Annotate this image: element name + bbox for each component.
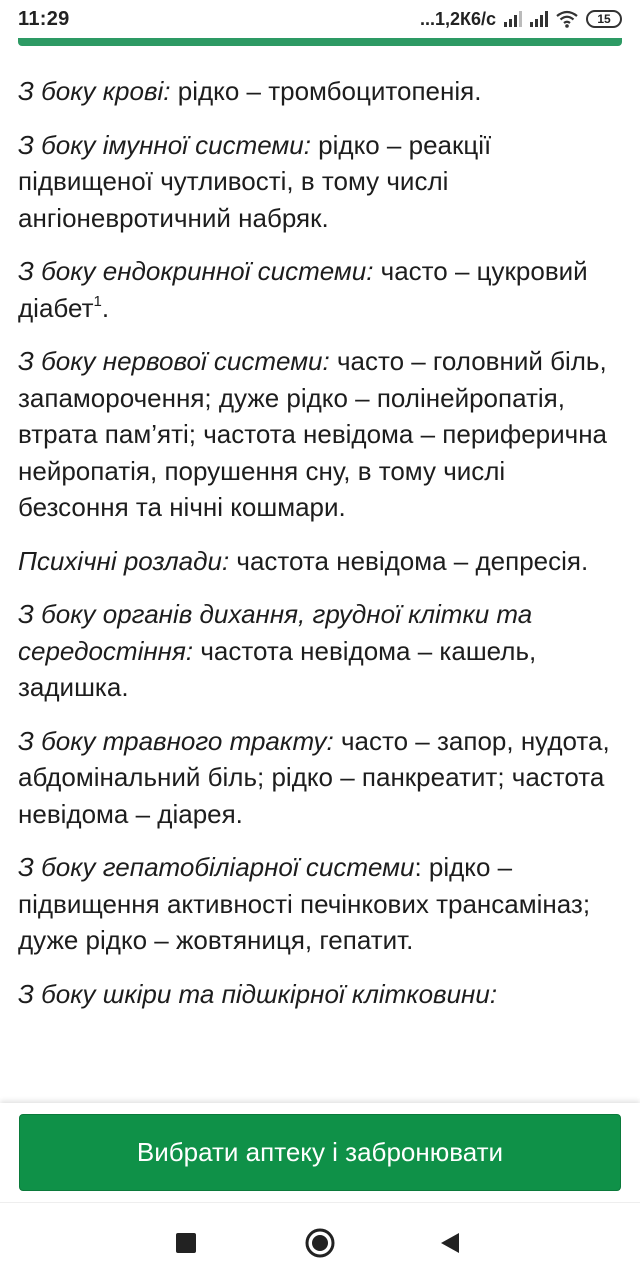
section-text: рідко – реакції підвищеної чутливості, в тому числі ангіоневротичний набряк. [18, 129, 492, 233]
action-area [0, 1103, 640, 1202]
section-label: З боку ендокринної системи: [18, 256, 374, 286]
section-paragraph [18, 343, 618, 526]
navigation-bar [0, 1202, 640, 1280]
status-time: 11:29 [18, 7, 70, 30]
home-button[interactable] [300, 1223, 340, 1263]
section-paragraph [18, 596, 618, 706]
section-text: частота невідома – кашель, задишка. [18, 635, 537, 702]
back-button[interactable] [430, 1223, 470, 1263]
section-label: З боку нервової системи: [18, 346, 330, 376]
footnote-marker: 1 [93, 292, 102, 310]
wifi-icon [556, 10, 578, 28]
section-paragraph [18, 73, 618, 110]
section-paragraph [18, 543, 618, 580]
section-label: З боку імунної системи: [18, 129, 311, 160]
section-label: Психічні розлади: [18, 545, 230, 576]
section-text: частота невідома – депресія. [229, 545, 589, 576]
battery-icon: 15 [586, 10, 622, 28]
status-icons [420, 9, 622, 30]
header-strip [18, 38, 622, 46]
section-label: З боку органів дихання, грудної клітки та середостіння: [18, 599, 533, 666]
recents-button[interactable] [166, 1223, 206, 1263]
section-label: З боку крові: [18, 76, 171, 106]
network-speed: ...1,2К6/с [419, 8, 496, 29]
section-text: часто – запор, нудота, абдомінальний біль; рідко – панкреатит; частота невідома – діарея. [18, 725, 610, 829]
square-icon [176, 1233, 196, 1253]
section-text: часто – цукровий діабет [18, 256, 588, 323]
choose-pharmacy-button[interactable]: Вибрати аптеку і забронювати [19, 1114, 621, 1191]
signal-icon [504, 11, 522, 27]
section-paragraph [18, 723, 618, 833]
section-paragraph [18, 849, 618, 959]
circle-icon [304, 1227, 336, 1259]
section-paragraph [18, 127, 618, 237]
section-text-end: . [101, 292, 110, 323]
section-label: З боку гепатобіліарної системи [18, 852, 415, 882]
section-label: З боку травного тракту: [18, 725, 334, 756]
triangle-icon [439, 1232, 461, 1254]
signal-icon-2 [530, 11, 548, 27]
section-paragraph [18, 253, 618, 326]
instructions-content [18, 73, 618, 1029]
section-text: : рідко – підвищення активності печінкових трансаміназ; дуже рідко – жовтяниця, гепатит. [18, 852, 591, 955]
section-paragraph [18, 976, 618, 1013]
section-label: З боку шкіри та підшкірної клітковини: [18, 978, 498, 1009]
section-text: часто – головний біль, запаморочення; дуже рідко – полінейропатія, втрата пам’яті; частота невідома – периферична нейропатія, порушення сну, в тому числі безсоння та нічні кошмари. [18, 346, 608, 522]
status-bar [0, 0, 640, 38]
section-text: рідко – тромбоцитопенія. [170, 76, 482, 106]
